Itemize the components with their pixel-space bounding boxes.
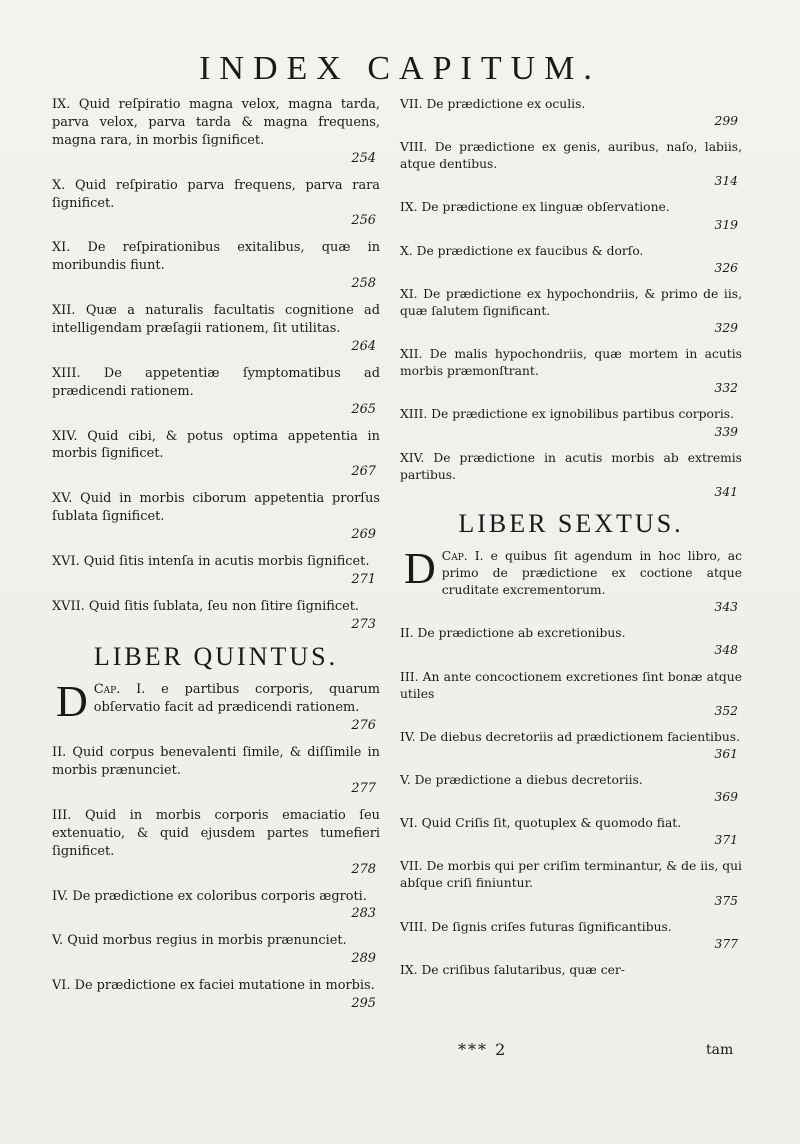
entry-page-number: 271 [351,571,376,587]
entry-text: De malis hypochondriis, quæ mortem in acutis morbis præmonſtrant. [400,347,742,379]
entry-text: Quid reſpiratio parva frequens, parva rara ſignificet. [52,177,380,211]
entry-number: XI. [400,286,418,301]
entry-text: De diebus decretoriis ad prædictionem facientibus. [419,729,740,744]
index-entry [52,888,380,924]
index-entry [52,239,380,293]
entry-page-number: 341 [714,484,738,499]
entry-text: De prædictione ex hypochondriis, & primo de iis, quæ ſalutem ſignificant. [400,286,742,318]
drop-capital: D [404,543,436,593]
index-entry [52,744,380,798]
entry-page-number: 375 [714,893,738,908]
entry-number: III. [400,669,419,684]
entry-page-number: 339 [714,424,738,439]
entry-number: XVII. [52,598,85,614]
entry-number: XI. [52,240,71,256]
index-entry [400,858,742,909]
entry-number: V. [52,933,64,949]
index-entry [52,932,380,968]
entry-number: XII. [52,303,76,319]
entry-number: XV. [52,491,73,507]
chapter-label: Cap. I. [441,548,484,563]
entry-number: VIII. [400,919,428,934]
index-entry [400,406,742,440]
entry-number: VI. [52,978,71,994]
entry-text: De ſignis criſes futuras ſignificantibus. [431,919,672,934]
left-column [52,96,380,1022]
entry-text: De criſibus ſalutaribus, quæ cer- [421,962,625,977]
entry-text: De appetentiæ ſymptomatibus ad prædicendi rationem. [52,365,380,399]
entry-text: Quid Criſis ſit, quotuplex & quomodo fiat. [421,816,682,831]
chapter-label: Cap. I. [93,682,146,698]
drop-capital: D [56,677,88,727]
entry-number: XII. [400,347,423,362]
entry-number: VII. [400,97,423,111]
index-entry [52,428,380,482]
index-entry [52,807,380,879]
entry-page-number: 273 [351,616,376,632]
entry-number: IX. [400,962,418,977]
entry-number: XIV. [52,428,78,444]
entry-text: Quid in morbis corporis emaciatio ſeu extenuatio, & quid ejusdem partes tumefieri ſignificet. [52,807,380,859]
entry-page-number: 361 [714,746,738,761]
entry-number: XIII. [52,365,81,381]
index-entry [52,553,380,589]
index-entry [400,729,742,763]
entry-page-number: 332 [714,381,738,396]
index-entry [52,96,380,168]
entry-page-number: 267 [351,464,376,480]
index-entry [400,286,742,337]
entry-page-number: 371 [714,833,738,848]
index-entry [52,598,380,634]
entry-page-number: 377 [714,936,738,951]
index-entry [52,177,380,231]
entry-page-number: 326 [714,260,738,275]
entry-number: XIII. [400,407,428,422]
chapter-one-entry [400,543,742,616]
entry-text: Quid cibi, & potus optima appetentia in morbis ſignificet. [52,428,380,462]
entry-page-number: 289 [351,951,376,967]
entry-number: II. [400,626,414,641]
entry-page-number: 283 [351,906,376,922]
entry-page-number: 329 [714,321,738,336]
entry-number: XVI. [52,553,80,569]
entry-text: De prædictione ex ignobilibus partibus corporis. [431,407,734,422]
index-entry [400,450,742,501]
index-entry [400,139,742,190]
entry-page-number: 348 [714,643,738,658]
entry-page-number: 277 [351,781,376,796]
page-title: INDEX CAPITUM. [199,50,601,87]
index-entry [400,772,742,806]
entry-text: De prædictione ex coloribus corporis ægroti. [72,888,367,904]
entry-page-number: 314 [714,174,738,189]
entry-number: III. [52,807,72,823]
entry-number: VI. [400,816,418,831]
entry-text: De prædictione ex linguæ obſervatione. [421,200,670,215]
entry-number: IX. [52,97,71,112]
index-entry [52,490,380,544]
entry-number: II. [52,745,67,761]
entry-text: De prædictione ex faucibus & dorſo. [416,243,644,258]
entry-text: e quibus ſit agendum in hoc libro, ac primo de prædictione ex coctione atque cruditate excrementorum. [441,548,742,598]
entry-number: VIII. [400,140,428,155]
index-entry [400,669,742,720]
index-entry [52,365,380,419]
entry-page-number: 254 [351,150,376,166]
entry-text: De reſpirationibus exitalibus, quæ in moribundis fiunt. [52,240,380,274]
entry-page-number: 369 [714,790,738,805]
entry-page-number: 299 [714,114,738,129]
entry-number: X. [400,243,413,258]
entry-page-number: 319 [714,217,738,232]
entry-text: Quid ſitis intenſa in acutis morbis ſignificet. [83,553,370,569]
entry-number: VII. [400,859,423,874]
index-entry [400,962,742,979]
entry-page-number: 295 [351,996,376,1012]
chapter-one-entry [52,677,380,735]
book-heading: LIBER QUINTUS. [93,641,339,671]
entry-page-number: 352 [714,703,738,718]
entry-page-number: 343 [714,600,738,615]
entry-text: Quæ a naturalis facultatis cognitione ad intelligendam præſagii rationem, ſit utilitas. [52,303,380,336]
entry-number: IV. [52,888,69,904]
entry-page-number: 258 [351,276,376,292]
entry-text: Quid reſpiratio magna velox, magna tarda, parva velox, parva tarda & magna frequens, magna rara, in morbis ſignificet. [52,97,380,148]
index-entry [400,243,742,277]
index-entry [400,199,742,233]
entry-text: An ante concoctionem excretiones ſint bonæ atque utiles [400,669,742,701]
index-entry [52,302,380,356]
entry-number: IX. [400,200,418,215]
entry-number: XIV. [400,450,425,465]
entry-page-number: 264 [351,338,376,354]
entry-page-number: 256 [351,213,376,229]
entry-text: De morbis qui per criſim terminantur, & de iis, qui abſque criſi finiuntur. [400,859,742,891]
entry-text: De prædictione ex oculis. [426,97,586,111]
signature-mark: *** 2 [458,1040,508,1059]
entry-page-number: 265 [351,401,376,417]
entry-text: De prædictione ex faciei mutatione in morbis. [74,978,375,994]
catchword: tam [706,1042,734,1058]
right-column [400,96,742,988]
entry-number: IV. [400,729,416,744]
entry-text: Quid corpus benevalenti ſimile, & diſſimile in morbis prænunciet. [52,745,380,779]
entry-text: De prædictione in acutis morbis ab extremis partibus. [400,450,742,482]
entry-text: e partibus corporis, quarum obſervatio facit ad prædicendi rationem. [93,682,380,716]
entry-text: De prædictione ex genis, auribus, naſo, labiis, atque dentibus. [400,140,742,172]
entry-number: X. [52,177,66,193]
entry-page-number: 276 [351,718,376,734]
entry-text: Quid in morbis ciborum appetentia prorſus ſublata ſignificet. [52,491,380,525]
index-entry [400,346,742,397]
entry-page-number: 269 [351,527,376,543]
entry-text: Quid morbus regius in morbis prænunciet. [67,933,347,949]
book-heading: LIBER SEXTUS. [458,508,684,538]
index-entry [400,625,742,659]
entry-text: De prædictione ab excretionibus. [417,626,626,641]
entry-number: V. [400,773,411,787]
index-entry [400,96,742,130]
index-entry [400,815,742,849]
index-entry [52,977,380,1013]
index-entry [400,919,742,953]
entry-page-number: 278 [351,861,376,877]
entry-text: De prædictione a diebus decretoriis. [414,773,643,787]
entry-text: Quid ſitis ſublata, ſeu non ſitire ſignificet. [88,598,359,614]
